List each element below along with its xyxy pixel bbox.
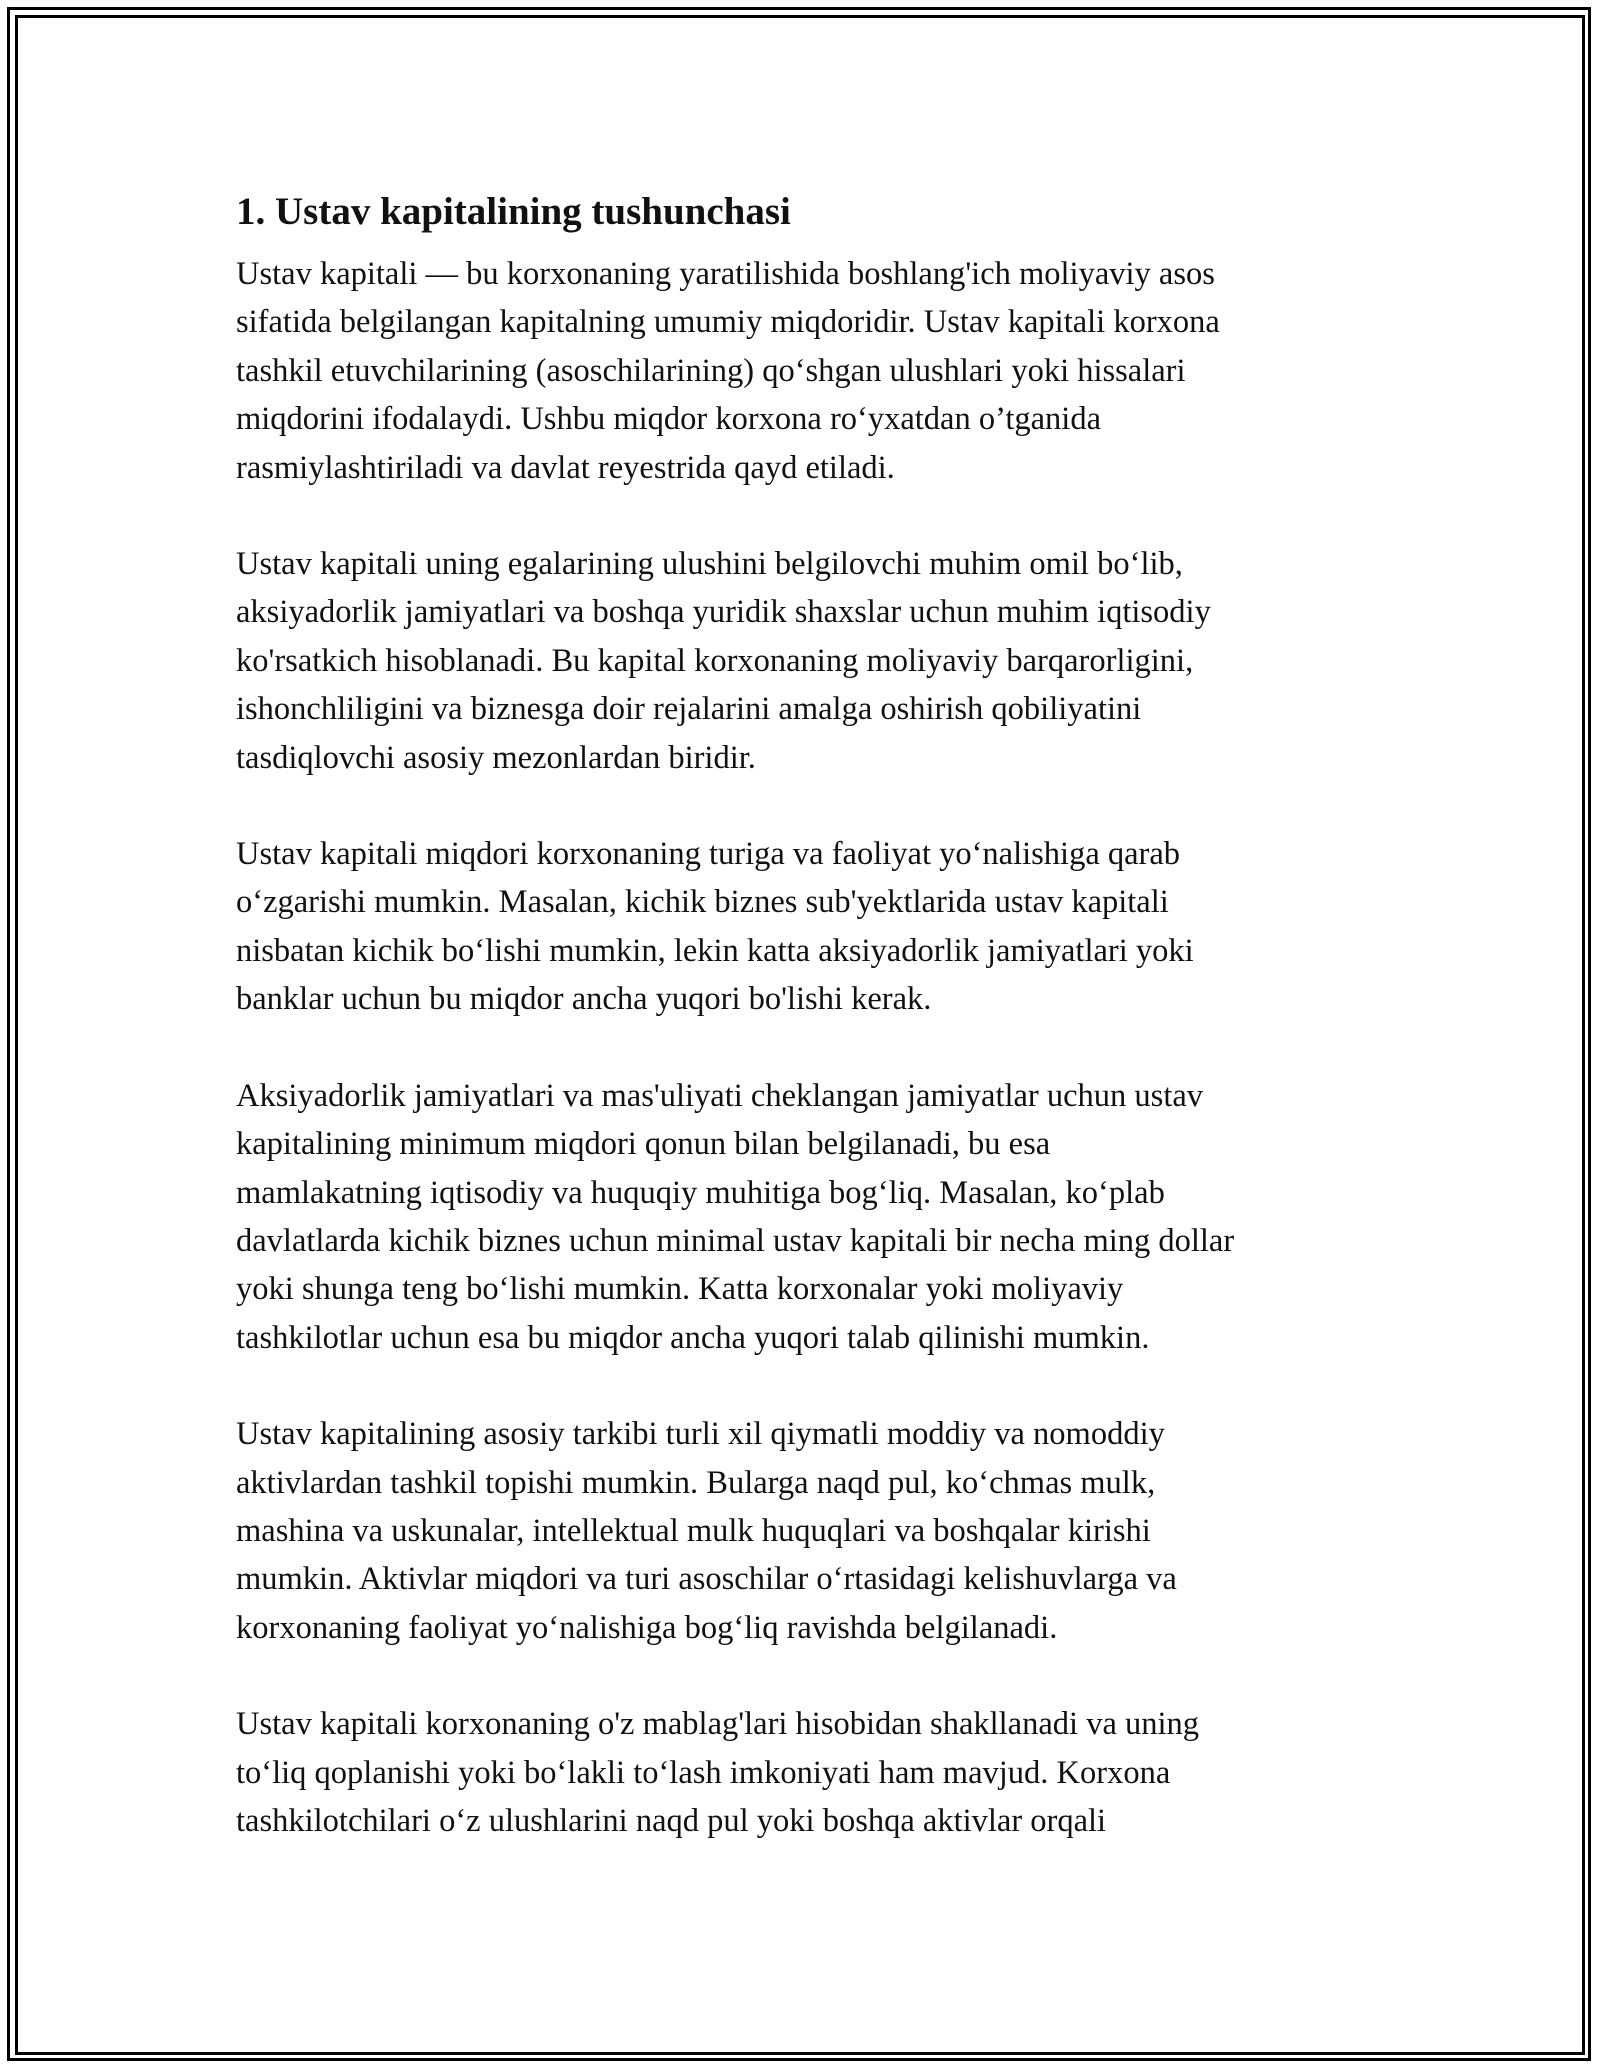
text-line: to‘liq qoplanishi yoki bo‘lakli to‘lash imkoniyati ham mavjud. Korxona [236,1754,1171,1791]
text-line: banklar uchun bu miqdor ancha yuqori bo'lishi kerak. [236,981,932,1018]
text-line: mashina va uskunalar, intellektual mulk huquqlari va boshqalar kirishi [236,1512,1151,1549]
text-line: sifatida belgilangan kapitalning umumiy miqdoridir. Ustav kapitali korxona [236,304,1220,341]
text-line: yoki shunga teng bo‘lishi mumkin. Katta korxonalar yoki moliyaviy [236,1271,1124,1308]
text-line: korxonaning faoliyat yo‘nalishiga bog‘liq ravishda belgilanadi. [236,1609,1058,1646]
text-line: davlatlarda kichik biznes uchun minimal ustav kapitali bir necha ming dollar [236,1222,1235,1259]
text-line: tasdiqlovchi asosiy mezonlardan biridir. [236,739,756,776]
text-line: tashkil etuvchilarining (asoschilarining) qo‘shgan ulushlari yoki hissalari [236,352,1186,389]
paragraph [236,1700,1376,1845]
text-line: mumkin. Aktivlar miqdori va turi asoschilar o‘rtasidagi kelishuvlarga va [236,1561,1177,1598]
paragraph [236,830,1376,1024]
text-line: Ustav kapitalining asosiy tarkibi turli xil qiymatli moddiy va nomoddiy [236,1416,1165,1453]
text-line: ishonchliligini va biznesga doir rejalarini amalga oshirish qobiliyatini [236,691,1142,728]
section-heading: 1. Ustav kapitalining tushunchasi [236,190,791,233]
text-line: aksiyadorlik jamiyatlari va boshqa yuridik shaxslar uchun muhim iqtisodiy [236,594,1211,631]
text-line: miqdorini ifodalaydi. Ushbu miqdor korxona ro‘yxatdan o’tganida [236,401,1101,438]
text-line: Ustav kapitali korxonaning o'z mablag'lari hisobidan shakllanadi va uning [236,1706,1200,1743]
paragraph [236,1410,1376,1652]
text-line: tashkilotlar uchun esa bu miqdor ancha yuqori talab qilinishi mumkin. [236,1319,1150,1356]
text-line: rasmiylashtiriladi va davlat reyestrida qayd etiladi. [236,449,895,486]
text-line: Aksiyadorlik jamiyatlari va mas'uliyati cheklangan jamiyatlar uchun ustav [236,1077,1204,1114]
text-line: nisbatan kichik bo‘lishi mumkin, lekin katta aksiyadorlik jamiyatlari yoki [236,932,1194,969]
text-line: ko'rsatkich hisoblanadi. Bu kapital korxonaning moliyaviy barqarorligini, [236,642,1194,679]
text-line: aktivlardan tashkil topishi mumkin. Bularga naqd pul, ko‘chmas mulk, [236,1464,1156,1501]
text-line: kapitalining minimum miqdori qonun bilan belgilanadi, bu esa [236,1126,1051,1163]
document-body [236,186,1376,1893]
paragraph [236,540,1376,782]
text-line: tashkilotchilari o‘z ulushlarini naqd pul yoki boshqa aktivlar orqali [236,1802,1107,1839]
text-line: Ustav kapitali miqdori korxonaning turiga va faoliyat yo‘nalishiga qarab [236,836,1181,873]
text-line: Ustav kapitali uning egalarining ulushini belgilovchi muhim omil bo‘lib, [236,546,1183,583]
text-line: Ustav kapitali — bu korxonaning yaratilishida boshlang'ich moliyaviy asos [236,256,1215,292]
paragraph [236,1072,1376,1362]
text-line: mamlakatning iqtisodiy va huquqiy muhitiga bog‘liq. Masalan, ko‘plab [236,1174,1165,1211]
text-line: o‘zgarishi mumkin. Masalan, kichik biznes sub'yektlarida ustav kapitali [236,884,1169,921]
paragraph [236,250,1376,492]
